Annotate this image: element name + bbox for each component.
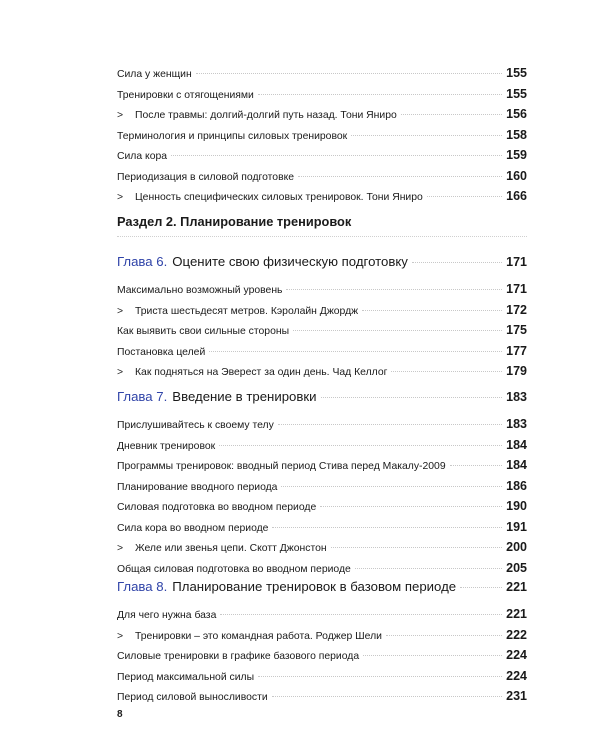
toc-entry-page: 190	[506, 499, 527, 513]
arrow-marker-icon: >	[117, 543, 124, 554]
toc-group-strength	[117, 64, 527, 208]
section-heading	[117, 212, 527, 237]
toc-entry-page: 166	[506, 189, 527, 203]
toc-entry[interactable]	[117, 477, 527, 498]
toc-entry[interactable]	[117, 362, 527, 383]
dot-leader	[401, 114, 502, 115]
toc-entry-title: Силовые тренировки в графике базового периода	[117, 651, 360, 662]
dot-leader	[427, 196, 502, 197]
dot-leader	[258, 94, 502, 95]
toc-entry-title: Программы тренировок: вводный период Стива перед Макалу-2009	[117, 461, 446, 472]
toc-entry[interactable]	[117, 321, 527, 342]
toc-entry-page: 172	[506, 302, 527, 317]
dot-leader	[219, 445, 502, 446]
toc-entry-title: Тренировки с отягощениями	[117, 89, 254, 101]
chapter-page: 221	[506, 580, 527, 594]
toc-entry-title: Дневник тренировок	[117, 440, 216, 452]
toc-entry-title: Прислушивайтесь к своему телу	[117, 420, 274, 431]
toc-entry-page: 175	[506, 323, 527, 337]
toc-entry-title: Общая силовая подготовка во вводном периоде	[117, 563, 351, 575]
arrow-marker-icon: >	[117, 630, 124, 642]
toc-entry-title: Сила у женщин	[117, 69, 192, 80]
chapter-title: Оцените свою физическую подготовку	[172, 254, 408, 269]
toc-entry-page: 205	[506, 560, 527, 575]
arrow-marker-icon: >	[117, 192, 124, 203]
toc-entry[interactable]	[117, 518, 527, 539]
toc-entry[interactable]	[117, 559, 527, 580]
chapter-8	[117, 577, 527, 708]
dot-leader	[272, 527, 502, 528]
toc-entry[interactable]	[117, 342, 527, 363]
chapter-heading[interactable]	[117, 252, 527, 272]
toc-entry[interactable]	[117, 64, 527, 85]
toc-entry[interactable]	[117, 105, 527, 126]
toc-entry[interactable]	[117, 85, 527, 106]
toc-entry-page: 184	[506, 437, 527, 452]
chapter-6	[117, 252, 527, 383]
dot-leader	[258, 676, 502, 677]
toc-entry[interactable]	[117, 646, 527, 667]
toc-entry-page: 222	[506, 627, 527, 642]
toc-entry-title: Период максимальной силы	[117, 671, 255, 683]
arrow-marker-icon: >	[117, 110, 124, 121]
toc-entry-page: 171	[506, 282, 527, 296]
toc-entry[interactable]	[117, 167, 527, 188]
toc-entry-page: 177	[506, 343, 527, 358]
toc-entry-title: Для чего нужна база	[117, 610, 217, 621]
dot-leader	[171, 155, 502, 156]
dot-leader	[351, 135, 502, 136]
toc-entry-title: Сила кора во вводном периоде	[117, 522, 269, 534]
toc-entry-page: 224	[506, 648, 527, 662]
chapter-number: Глава 8.	[117, 579, 168, 594]
toc-entry-page: 184	[506, 458, 527, 472]
page-number: 8	[117, 709, 123, 720]
dot-leader	[293, 330, 502, 331]
arrow-marker-icon: >	[117, 305, 124, 317]
toc-entry-page: 183	[506, 417, 527, 431]
toc-entry[interactable]	[117, 687, 527, 708]
toc-entry-title: Планирование вводного периода	[117, 481, 278, 493]
toc-entry[interactable]	[117, 280, 527, 301]
toc-entry-title: Период силовой выносливости	[117, 692, 268, 703]
toc-entry-page: 160	[506, 168, 527, 183]
dot-leader	[362, 310, 502, 311]
toc-entry-title: После травмы: долгий-долгий путь назад. Тони Яниро	[135, 110, 397, 121]
toc-entry-title: Терминология и принципы силовых тренировок	[117, 130, 348, 142]
toc-entry-page: 155	[506, 66, 527, 80]
toc-entry-title: Постановка целей	[117, 346, 206, 358]
dot-leader	[286, 289, 502, 290]
toc-entry-title: Триста шестьдесят метров. Кэролайн Джордж	[135, 305, 359, 317]
toc-entry[interactable]	[117, 126, 527, 147]
dot-leader	[298, 176, 502, 177]
toc-entry[interactable]	[117, 667, 527, 688]
toc-entry-page: 158	[506, 127, 527, 142]
toc-entry-page: 159	[506, 148, 527, 162]
dot-leader	[460, 587, 502, 588]
chapter-heading[interactable]	[117, 577, 527, 597]
dot-leader	[386, 635, 502, 636]
toc-entry[interactable]	[117, 605, 527, 626]
chapter-heading[interactable]	[117, 387, 527, 407]
toc-entry-page: 200	[506, 540, 527, 554]
toc-entry[interactable]	[117, 187, 527, 208]
dot-leader	[281, 486, 502, 487]
toc-entry-page: 186	[506, 478, 527, 493]
chapter-7	[117, 387, 527, 579]
toc-entry-title: Сила кора	[117, 151, 168, 162]
dot-leader	[412, 262, 502, 263]
dot-leader	[331, 547, 503, 548]
dot-leader	[355, 568, 502, 569]
dot-leader	[278, 424, 502, 425]
chapter-title: Планирование тренировок в базовом периоде	[172, 579, 457, 594]
chapter-title: Введение в тренировки	[172, 389, 317, 404]
toc-entry-title: Максимально возможный уровень	[117, 285, 283, 296]
section-title: Раздел 2. Планирование тренировок	[117, 212, 527, 237]
arrow-marker-icon: >	[117, 367, 124, 378]
chapter-number: Глава 6.	[117, 254, 168, 269]
toc-entry[interactable]	[117, 497, 527, 518]
toc-entry-title: Желе или звенья цепи. Скотт Джонстон	[135, 543, 327, 554]
toc-entry-page: 156	[506, 107, 527, 121]
toc-entry-title: Как подняться на Эверест за один день. Чад Келлог	[135, 367, 388, 378]
toc-entry-page: 155	[506, 86, 527, 101]
toc-entry-page: 224	[506, 668, 527, 683]
toc-entry[interactable]	[117, 301, 527, 322]
toc-entry-page: 221	[506, 607, 527, 621]
toc-entry-page: 179	[506, 364, 527, 378]
dot-leader	[321, 397, 503, 398]
chapter-page: 183	[506, 390, 527, 404]
toc-entry[interactable]	[117, 538, 527, 559]
toc-entry-page: 231	[506, 689, 527, 703]
dot-leader	[196, 73, 502, 74]
toc-entry[interactable]	[117, 146, 527, 167]
toc-entry-title: Как выявить свои сильные стороны	[117, 326, 290, 337]
toc-entry[interactable]	[117, 415, 527, 436]
dot-leader	[209, 351, 502, 352]
toc-entry-title: Периодизация в силовой подготовке	[117, 171, 295, 183]
toc-entry-page: 191	[506, 519, 527, 534]
dot-leader	[450, 465, 503, 466]
dot-leader	[272, 696, 502, 697]
dot-leader	[320, 506, 502, 507]
toc-entry-title: Тренировки – это командная работа. Роджер Шели	[135, 630, 382, 642]
toc-entry[interactable]	[117, 436, 527, 457]
dot-leader	[220, 614, 502, 615]
toc-entry[interactable]	[117, 456, 527, 477]
toc-entry-title: Ценность специфических силовых тренировок. Тони Яниро	[135, 192, 423, 203]
dot-leader	[391, 371, 502, 372]
dot-leader	[363, 655, 502, 656]
chapter-page: 171	[506, 255, 527, 269]
toc-entry-title: Силовая подготовка во вводном периоде	[117, 502, 317, 513]
chapter-number: Глава 7.	[117, 389, 168, 404]
toc-entry[interactable]	[117, 626, 527, 647]
